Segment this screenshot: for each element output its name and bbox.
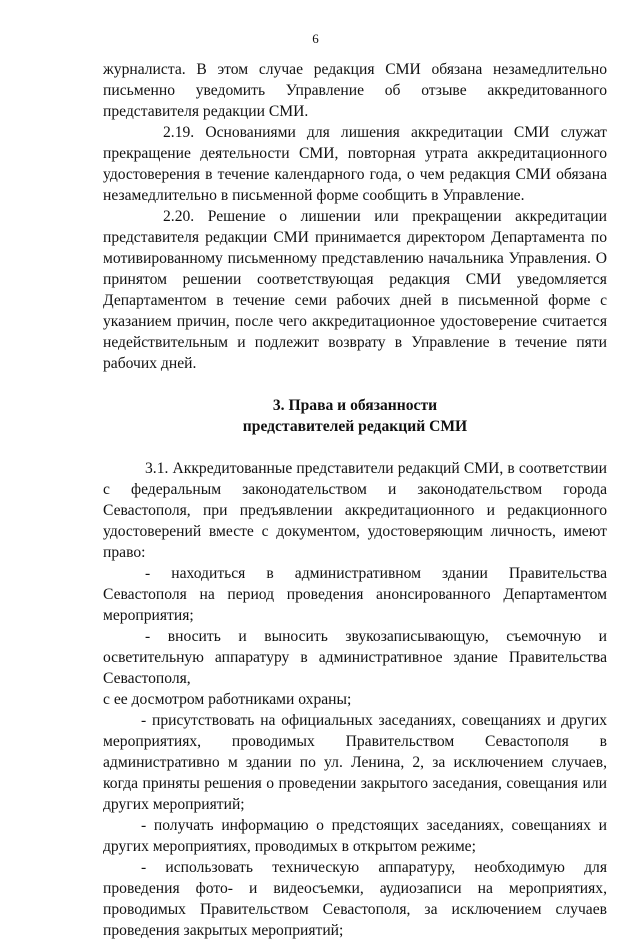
right-item-receive-information: - получать информацию о предстоящих заседаниях, совещаниях и других мероприятиях, проводимых в открытом режиме; [103,817,607,855]
section-heading-line2: представителей редакций СМИ [242,418,468,435]
section-heading-line1: 3. Права и обязанности [272,397,438,414]
paragraph-2-19: 2.19. Основаниями для лишения аккредитации СМИ служат прекращение деятельности СМИ, повторная утрата аккредитационного удостоверения в течение календарного года, о чем редакция СМИ обязана незамедлительно в письменной форме сообщить в Управление. [103,124,607,204]
section-heading [103,395,607,437]
document-body [103,59,607,941]
right-item-equipment: - вносить и выносить звукозаписывающую, съемочную и осветительную аппаратуру в административное здание Правительства Севастополя, [103,628,607,687]
page-number: 6 [312,31,319,46]
right-item-equipment-inspection: с ее досмотром работниками охраны; [103,691,352,708]
paragraph-2-20: 2.20. Решение о лишении или прекращении аккредитации представителя редакции СМИ принимается директором Департамента по мотивированному письменному представлению начальника Управления. О принятом решении соответствующая редакция СМИ уведомляется Департаментом в течение семи рабочих дней в письменной форме с указанием причин, после чего аккредитационное удостоверение считается недействительным и подлежит возврату в Управление в течение пяти рабочих дней. [103,208,607,372]
right-item-use-equipment: - использовать техническую аппаратуру, необходимую для проведения фото- и видеосъемки, аудиозаписи на мероприятиях, проводимых Правительством Севастополя, за исключением случаев проведения закрытых мероприятий; [103,859,607,939]
right-item-attend-meetings: - присутствовать на официальных заседаниях, совещаниях и других мероприятиях, проводимых Правительством Севастополя в административно м здании по ул. Ленина, 2, за исключением случаев, когда приняты решения о проведении закрытого заседания, совещания или других мероприятий; [103,712,607,813]
paragraph-journalist-recall: журналиста. В этом случае редакция СМИ обязана незамедлительно письменно уведомить Управление об отзыве аккредитованного представителя редакции СМИ. [103,61,607,120]
right-item-stay-in-building: - находиться в административном здании Правительства Севастополя на период проведения анонсированного Департаментом мероприятия; [103,565,607,624]
paragraph-3-1: 3.1. Аккредитованные представители редакций СМИ, в соответствии с федеральным законодательством и законодательством города Севастополя, при предъявлении аккредитационного и редакционного удостоверений вместе с документом, удостоверяющим личность, имеют право: [103,460,607,561]
